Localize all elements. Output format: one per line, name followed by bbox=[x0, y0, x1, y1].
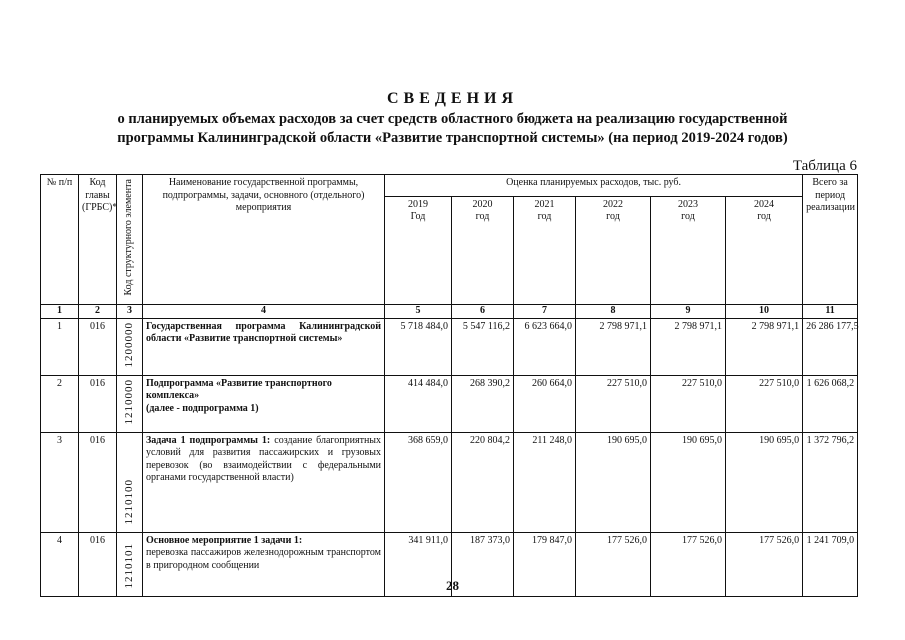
document-title: СВЕДЕНИЯ bbox=[386, 90, 519, 107]
header-year-2021: 2021 год bbox=[514, 196, 576, 304]
row-code: 1210101 bbox=[122, 542, 135, 589]
row-value-2021: 179 847,0 bbox=[514, 532, 576, 596]
row-code: 1210000 bbox=[122, 378, 135, 425]
header-gbs: Код главы (ГРБС)* bbox=[79, 175, 117, 305]
col-number: 9 bbox=[651, 305, 726, 319]
header-year-2019: 2019 Год bbox=[385, 196, 452, 304]
row-value-2024: 227 510,0 bbox=[726, 375, 803, 432]
row-value-2019: 341 911,0 bbox=[385, 532, 452, 596]
row-value-2023: 190 695,0 bbox=[651, 432, 726, 532]
row-value-2024: 177 526,0 bbox=[726, 532, 803, 596]
row-value-2021: 260 664,0 bbox=[514, 375, 576, 432]
row-total: 1 372 796,2 bbox=[803, 432, 858, 532]
row-code: 1210100 bbox=[122, 478, 135, 525]
row-name bbox=[143, 375, 385, 432]
col-number: 8 bbox=[576, 305, 651, 319]
row-value-2020: 5 547 116,2 bbox=[452, 318, 514, 375]
row-total: 1 626 068,2 bbox=[803, 375, 858, 432]
row-name bbox=[143, 318, 385, 375]
row-num: 3 bbox=[41, 432, 79, 532]
row-name-bold: Государственная программа Калининградской области «Развитие транспортной системы» bbox=[146, 320, 381, 345]
row-gbs: 016 bbox=[79, 318, 117, 375]
row-code: 1200000 bbox=[122, 321, 135, 368]
col-number: 11 bbox=[803, 305, 858, 319]
row-value-2019: 5 718 484,0 bbox=[385, 318, 452, 375]
col-number: 6 bbox=[452, 305, 514, 319]
header-estimate: Оценка планируемых расходов, тыс. руб. bbox=[385, 175, 803, 197]
row-value-2024: 190 695,0 bbox=[726, 432, 803, 532]
page-number: 28 bbox=[446, 578, 459, 593]
row-gbs: 016 bbox=[79, 375, 117, 432]
header-year-2022: 2022 год bbox=[576, 196, 651, 304]
row-value-2020: 268 390,2 bbox=[452, 375, 514, 432]
row-gbs: 016 bbox=[79, 432, 117, 532]
header-total: Всего за период реализации bbox=[803, 175, 858, 305]
table-row bbox=[41, 432, 858, 532]
col-number: 4 bbox=[143, 305, 385, 319]
col-number: 5 bbox=[385, 305, 452, 319]
row-value-2020: 187 373,0 bbox=[452, 532, 514, 596]
row-value-2022: 227 510,0 bbox=[576, 375, 651, 432]
row-value-2022: 2 798 971,1 bbox=[576, 318, 651, 375]
row-total: 26 286 177,5 bbox=[803, 318, 858, 375]
table-row bbox=[41, 318, 858, 375]
table-row bbox=[41, 375, 858, 432]
row-name-rest: перевозка пассажиров железнодорожным транспортом в пригородном сообщении bbox=[146, 547, 381, 571]
row-num: 1 bbox=[41, 318, 79, 375]
header-struct: Код структурного элемента bbox=[123, 179, 135, 296]
header-name: Наименование государственной программы, подпрограммы, задачи, основного (отдельного) мероприятия bbox=[143, 175, 385, 305]
row-gbs: 016 bbox=[79, 532, 117, 596]
row-name-bold: Задача 1 подпрограммы 1: bbox=[146, 434, 271, 446]
row-value-2021: 6 623 664,0 bbox=[514, 318, 576, 375]
header-num: № п/п bbox=[41, 175, 79, 305]
header-year-2023: 2023 год bbox=[651, 196, 726, 304]
row-num: 2 bbox=[41, 375, 79, 432]
header-year-2024: 2024 год bbox=[726, 196, 803, 304]
header-year-2020: 2020 год bbox=[452, 196, 514, 304]
row-name-bold: Основное мероприятие 1 задачи 1: bbox=[146, 534, 303, 546]
row-value-2022: 177 526,0 bbox=[576, 532, 651, 596]
column-number-row bbox=[41, 305, 858, 319]
row-value-2022: 190 695,0 bbox=[576, 432, 651, 532]
row-name-rest: создание благоприятных условий для развития пассажирских и грузовых перевозок (во взаимодействии с федеральными органами государственной власти) bbox=[146, 434, 382, 484]
expenses-table bbox=[40, 174, 858, 597]
document-subtitle-line-1: о планируемых объемах расходов за счет средств областного бюджета на реализацию государственной bbox=[117, 111, 788, 127]
col-number: 10 bbox=[726, 305, 803, 319]
row-value-2019: 368 659,0 bbox=[385, 432, 452, 532]
row-value-2023: 2 798 971,1 bbox=[651, 318, 726, 375]
col-number: 1 bbox=[41, 305, 79, 319]
row-code-cell bbox=[117, 375, 143, 432]
row-value-2023: 227 510,0 bbox=[651, 375, 726, 432]
table-label: Таблица 6 bbox=[792, 158, 857, 174]
row-value-2024: 2 798 971,1 bbox=[726, 318, 803, 375]
row-total: 1 241 709,0 bbox=[803, 532, 858, 596]
header-struct-cell bbox=[117, 175, 143, 305]
document-subtitle-line-2: программы Калининградской области «Развитие транспортной системы» (на период 2019-2024 годов) bbox=[117, 130, 788, 146]
row-code-cell bbox=[117, 318, 143, 375]
row-value-2020: 220 804,2 bbox=[452, 432, 514, 532]
row-name-bold: Подпрограмма «Развитие транспортного комплекса» bbox=[146, 377, 332, 402]
row-value-2019: 414 484,0 bbox=[385, 375, 452, 432]
col-number: 2 bbox=[79, 305, 117, 319]
row-name bbox=[143, 432, 385, 532]
col-number: 3 bbox=[117, 305, 143, 319]
row-value-2021: 211 248,0 bbox=[514, 432, 576, 532]
row-value-2023: 177 526,0 bbox=[651, 532, 726, 596]
row-code-cell bbox=[117, 432, 143, 532]
col-number: 7 bbox=[514, 305, 576, 319]
row-num: 4 bbox=[41, 532, 79, 596]
row-name-rest: (далее - подпрограмма 1) bbox=[146, 402, 259, 414]
